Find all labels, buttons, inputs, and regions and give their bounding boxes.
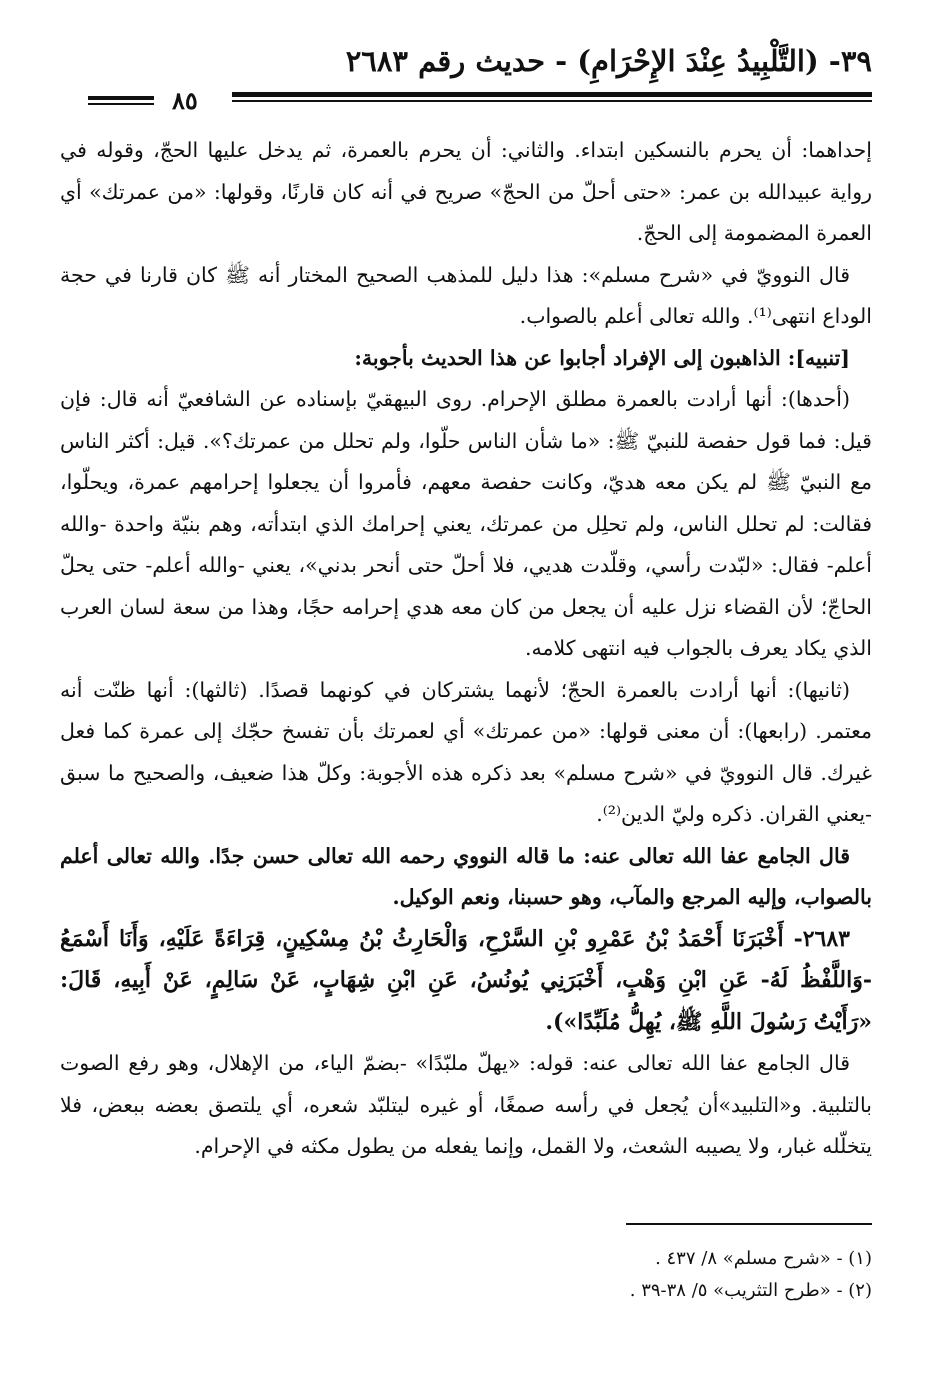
page-header	[60, 38, 872, 120]
header-rule-thick	[232, 92, 872, 97]
page-body	[60, 130, 872, 1168]
footnotes	[60, 1243, 872, 1307]
page-number: ٨٥	[172, 86, 198, 115]
paragraph-first-answer: (أحدها): أنها أرادت بالعمرة مطلق الإحرام. روى البيهقيّ بإسناده عن الشافعيّ أنه قال: فإن قيل: فما قول حفصة للنبيّ ﷺ: «ما شأن الناس حلّوا، ولم تحلل من عمرتك؟». قيل: أكثر الناس مع النبيّ ﷺ لم يكن معه هديّ، وكانت حفصة معهم، فأمروا أن يجعلوا إحرامهم عمرة، ويحلّوا، فقالت: لم تحلل الناس، ولم تحلِل من عمرتك، يعني إحرامك الذي ابتدأته، وهم بنيّة واحدة -والله أعلم- فقال: «لبّدت رأسي، وقلّدت هديي، فلا أحلّ حتى أنحر بدني»، يعني -والله أعلم- حتى يحلّ الحاجّ؛ لأن القضاء نزل عليه أن يجعل من كان معه هدي إحرامه حجًا، وهذا من سعة لسان العرب الذي يكاد يعرف بالجواب فيه انتهى كلامه.	[60, 387, 872, 660]
page-number-rule-thin	[88, 103, 154, 105]
footnote-1: (١) - «شرح مسلم» ٨/ ٤٣٧ .	[655, 1248, 872, 1269]
paragraph-talbid-explanation: قال الجامع عفا الله تعالى عنه: قوله: «يهلّ ملبّدًا» -بضمّ الياء، من الإهلال، وهو رفع الصوت بالتلبية. و«التلبيد»أن يُجعل في رأسه صمغًا، أو غيره ليتلبّد شعره، أي يلتصق بعضه ببعض، فلا يتخلّله غبار، ولا يصيبه الشعث، ولا القمل، وإنما يفعله من يطول مكثه في الإحرام.	[60, 1051, 872, 1158]
paragraph-first: إحداهما: أن يحرم بالنسكين ابتداء. والثاني: أن يحرم بالعمرة، ثم يدخل عليها الحجّ، وقوله في رواية عبيدالله بن عمر: «حتى أحلّ من الحجّ» صريح في أنه كان قارنًا، وقولها: «من عمرتك» أي العمرة المضمومة إلى الحجّ.	[60, 138, 872, 245]
footnote-separator	[626, 1223, 872, 1225]
paragraph-other-answers: (ثانيها): أنها أرادت بالعمرة الحجّ؛ لأنهما يشتركان في كونهما قصدًا. (ثالثها): أنها ظنّت أنه معتمر. (رابعها): أن معنى قولها: «من عمرتك» أي لعمرتك بأن تفسخ حجّك إلى عمرة كما فعل غيرك. قال النوويّ في «شرح مسلم» بعد ذكره هذه الأجوبة: وكلّ هذا ضعيف، والصحيح ما سبق -يعني القران. ذكره وليّ الدين⁽²⁾.	[60, 677, 872, 826]
page-number-rule-thick	[88, 96, 154, 100]
paragraph-compiler-comment: قال الجامع عفا الله تعالى عنه: ما قاله النووي رحمه الله تعالى حسن جدًا. والله تعالى أعلم بالصواب، وإليه المرجع والمآب، وهو حسبنا، ونعم الوكيل.	[60, 843, 872, 909]
paragraph-nawawi: قال النوويّ في «شرح مسلم»: هذا دليل للمذهب الصحيح المختار أنه ﷺ كان قارنا في حجة الوداع انتهى⁽¹⁾. والله تعالى أعلم بالصواب.	[60, 262, 872, 328]
header-rule-thin	[232, 100, 872, 102]
footnote-2: (٢) - «طرح التثريب» ٥/ ٣٨-٣٩ .	[629, 1280, 872, 1301]
paragraph-tanbih: [تنبيه]: الذاهبون إلى الإفراد أجابوا عن هذا الحديث بأجوبة:	[354, 345, 850, 370]
book-page	[60, 38, 872, 1358]
hadith-text: ٢٦٨٣- أَخْبَرَنَا أَحْمَدُ بْنُ عَمْرِو بْنِ السَّرْحِ، وَالْحَارِثُ بْنُ مِسْكِينٍ، قِرَاءَةً عَلَيْهِ، وَأَنَا أَسْمَعُ -وَاللَّفْظُ لَهُ- عَنِ ابْنِ وَهْبٍ، أَخْبَرَنِي يُونُسُ، عَنِ ابْنِ شِهَابٍ، عَنْ سَالِمٍ، عَنْ أَبِيهِ، قَالَ: «رَأَيْتُ رَسُولَ اللَّهِ ﷺ، يُهِلُّ مُلَبِّدًا»).	[60, 925, 872, 1035]
chapter-title: ٣٩- (التَّلْبِيدُ عِنْدَ الإِحْرَامِ) - حديث رقم ٢٦٨٣	[345, 44, 872, 78]
